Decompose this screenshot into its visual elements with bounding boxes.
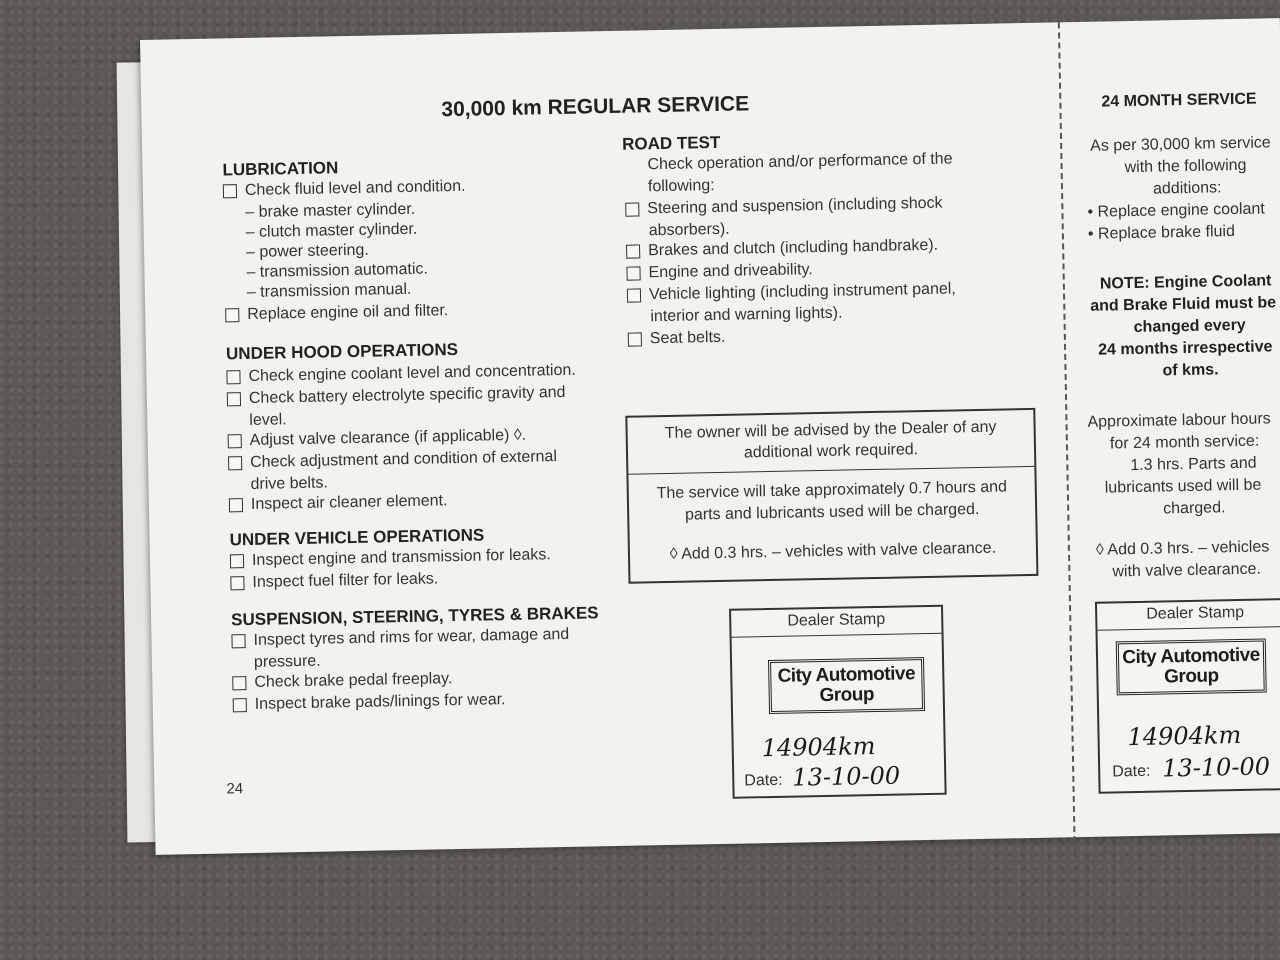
notice-text: ◊ Add 0.3 hrs. – vehicles with valve clearance. [669, 539, 997, 563]
checklist-item[interactable]: Check battery electrolyte specific gravity and [227, 384, 566, 408]
checklist-item[interactable]: Inspect brake pads/linings for wear. [233, 691, 506, 714]
checkbox[interactable] [230, 576, 244, 590]
checkbox[interactable] [223, 184, 237, 198]
page-number: 24 [226, 780, 244, 798]
dealer-stamp-box-right [1095, 598, 1280, 794]
checklist-item[interactable]: Inspect tyres and rims for wear, damage and [231, 626, 569, 650]
item-continuation: pressure. [253, 652, 321, 671]
checklist-item[interactable]: Check engine coolant level and concentration. [226, 362, 576, 387]
item-continuation: interior and warning lights). [650, 304, 843, 326]
right-note: 24 months irrespective [1097, 338, 1273, 359]
checkbox[interactable] [626, 244, 640, 258]
checklist-item[interactable]: Adjust valve clearance (if applicable) ◊. [228, 427, 527, 451]
notice-divider [628, 466, 1034, 475]
subitem: – brake master cylinder. [245, 200, 416, 222]
checkbox[interactable] [232, 676, 246, 690]
right-labour: charged. [1163, 499, 1226, 518]
right-note: and Brake Fluid must be [1090, 294, 1277, 315]
checklist-item[interactable]: Steering and suspension (including shock [625, 195, 943, 219]
item-continuation: absorbers). [648, 220, 730, 240]
perforation-line [1058, 12, 1076, 852]
dealer-stamp-box [729, 605, 947, 799]
checkbox[interactable] [231, 634, 245, 648]
notice-text: The owner will be advised by the Dealer of any [664, 418, 997, 442]
checkbox[interactable] [227, 392, 241, 406]
right-title: 24 MONTH SERVICE [1101, 90, 1257, 111]
handwritten-odometer: 14904km [1127, 720, 1242, 752]
dealer-stamp-title: Dealer Stamp [787, 610, 886, 630]
under-hood-heading: UNDER HOOD OPERATIONS [225, 339, 459, 364]
subitem: – power steering. [245, 241, 369, 262]
checklist-item[interactable]: Replace engine oil and filter. [225, 302, 448, 324]
under-vehicle-heading: UNDER VEHICLE OPERATIONS [229, 525, 485, 550]
checklist-item[interactable]: Check adjustment and condition of external [228, 448, 557, 472]
checklist-item[interactable]: Check fluid level and condition. [223, 178, 466, 201]
road-test-intro: Check operation and/or performance of the [647, 150, 953, 174]
right-labour: Approximate labour hours [1087, 410, 1271, 431]
checkbox[interactable] [230, 554, 244, 568]
road-test-intro: following: [647, 176, 715, 196]
right-labour: 1.3 hrs. Parts and [1130, 454, 1257, 475]
date-label: Date: [1112, 762, 1151, 781]
checklist-item[interactable]: Inspect air cleaner element. [229, 492, 448, 514]
suspension-heading: SUSPENSION, STEERING, TYRES & BRAKES [230, 603, 599, 630]
dealer-stamp-title: Dealer Stamp [1146, 603, 1245, 623]
checklist-item[interactable]: Engine and driveability. [626, 261, 813, 283]
checklist-item[interactable]: Check brake pedal freeplay. [232, 670, 452, 692]
stamp-divider [732, 633, 942, 638]
right-note: of kms. [1162, 361, 1219, 380]
right-valve: ◊ Add 0.3 hrs. – vehicles [1095, 538, 1270, 559]
handwritten-odometer: 14904km [761, 732, 876, 763]
right-bullet: • Replace engine coolant [1087, 200, 1265, 221]
right-intro: As per 30,000 km service [1090, 134, 1271, 155]
subitem: – transmission automatic. [246, 260, 429, 281]
checkbox[interactable] [229, 498, 243, 512]
service-notice-box [625, 408, 1038, 584]
checkbox[interactable] [225, 308, 239, 322]
checkbox[interactable] [628, 332, 642, 346]
right-labour: for 24 month service: [1109, 432, 1260, 453]
right-bullet: • Replace brake fluid [1087, 223, 1236, 243]
notice-text: additional work required. [743, 441, 919, 462]
subitem: – clutch master cylinder. [245, 220, 418, 242]
page-title: 30,000 km REGULAR SERVICE [441, 92, 750, 122]
checkbox[interactable] [228, 434, 242, 448]
notice-text: The service will take approximately 0.7 hours and [656, 478, 1008, 503]
checklist-item[interactable]: Inspect engine and transmission for leaks. [230, 546, 551, 570]
right-intro: additions: [1152, 179, 1222, 198]
lubrication-heading: LUBRICATION [222, 158, 339, 180]
checkbox[interactable] [625, 202, 639, 216]
checkbox[interactable] [228, 456, 242, 470]
checkbox[interactable] [627, 288, 641, 302]
checkbox[interactable] [226, 370, 240, 384]
checklist-item[interactable]: Vehicle lighting (including instrument panel, [627, 280, 956, 304]
checklist-item[interactable]: Seat belts. [628, 329, 726, 349]
stamp-divider [1097, 626, 1280, 631]
date-label: Date: [744, 771, 783, 790]
dealer-stamp: City Automotive Group [1116, 638, 1267, 695]
service-book-page [140, 18, 1280, 855]
right-intro: with the following [1124, 156, 1247, 177]
right-note: NOTE: Engine Coolant [1099, 272, 1272, 293]
subitem: – transmission manual. [246, 280, 412, 301]
item-continuation: level. [249, 411, 287, 429]
right-note: changed every [1133, 316, 1246, 336]
right-valve: with valve clearance. [1112, 560, 1262, 581]
handwritten-date: 13-10-00 [1161, 752, 1271, 783]
right-labour: lubricants used will be [1104, 476, 1262, 497]
checklist-item[interactable]: Brakes and clutch (including handbrake). [626, 237, 938, 261]
notice-text: parts and lubricants used will be charged. [684, 500, 980, 524]
item-continuation: drive belts. [250, 474, 329, 493]
road-test-heading: ROAD TEST [621, 132, 721, 154]
handwritten-date: 13-10-00 [792, 761, 901, 792]
checklist-item[interactable]: Inspect fuel filter for leaks. [230, 570, 438, 592]
dealer-stamp: City Automotive Group [768, 657, 925, 714]
checkbox[interactable] [626, 266, 640, 280]
checkbox[interactable] [233, 698, 247, 712]
